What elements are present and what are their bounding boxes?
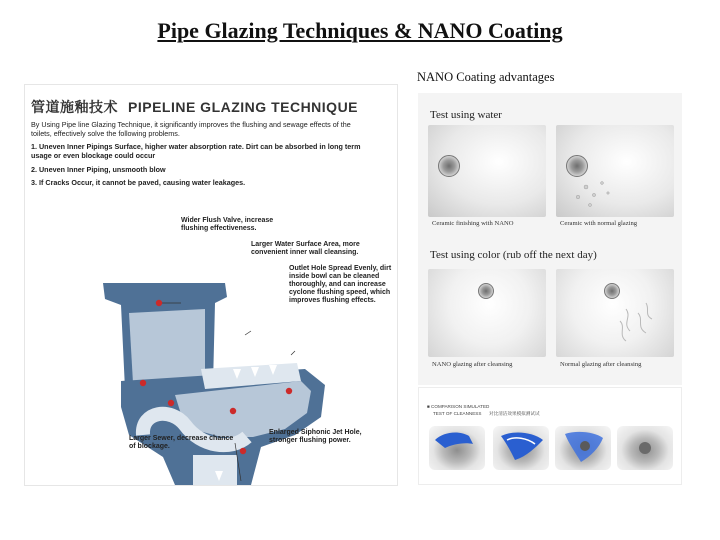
bowl-photo-1 (429, 426, 485, 470)
problem-3: 3. If Cracks Occur, it cannot be paved, causing water leakages. (31, 178, 246, 187)
bowl-photo-4 (617, 426, 673, 470)
caption-normal-glazing: Ceramic with normal glazing (560, 220, 638, 227)
problem-1: 1. Uneven Inner Pipings Surface, higher water absorption rate. Dirt can be absorbed in long term usage or even blockage could occur (31, 142, 361, 160)
callout-flush-valve: Wider Flush Valve, increase flushing effectiveness. (181, 217, 274, 232)
test-color-heading: Test using color (rub off the next day) (430, 249, 597, 261)
bowl-photo-2 (493, 426, 549, 470)
callout-larger-sewer: Larger Sewer, decrease chance of blockage. (129, 435, 234, 450)
blue-stain (429, 426, 485, 470)
drain-icon (478, 283, 494, 299)
caption-nano-finishing: Ceramic finishing with NANO (432, 220, 514, 227)
header-english: PIPELINE GLAZING TECHNIQUE (128, 99, 359, 115)
intro-text: By Using Pipe line Glazing Technique, it significantly improves the flushing and sewage effects of the toilets, effectively solve the following problems. (31, 120, 351, 138)
nano-test-panel (418, 93, 682, 385)
problem-2: 2. Uneven Inner Piping, unsmooth blow (31, 165, 166, 174)
callout-siphonic-jet: Enlarged Siphonic Jet Hole, stronger flushing power. (269, 429, 362, 444)
pipeline-glazing-panel (24, 84, 398, 486)
caption-normal-after-cleansing: Normal glazing after cleansing (560, 361, 642, 368)
tank-inner (129, 309, 205, 383)
water-droplets (556, 125, 674, 217)
drain-icon (438, 155, 460, 177)
photo-nano-water (428, 125, 546, 217)
comparison-label-line1: ■ COMPARISON SIMULATED (427, 404, 490, 409)
stain-marks (556, 269, 674, 357)
rim-line (221, 351, 325, 357)
blue-stain (555, 426, 611, 470)
photo-nano-after-cleansing (428, 269, 546, 357)
nano-advantages-subtitle: NANO Coating advantages (417, 70, 555, 84)
header-chinese: 管道施釉技术 (31, 99, 118, 115)
callout-water-surface: Larger Water Surface Area, more convenient inner wall cleansing. (251, 241, 360, 256)
bowl-photo-3 (555, 426, 611, 470)
test-water-heading: Test using water (430, 109, 502, 121)
blue-stain (493, 426, 549, 470)
panel-header (31, 97, 358, 117)
cleanness-comparison-panel (418, 387, 682, 485)
sewer-pipe (193, 455, 237, 486)
clean-bowl (617, 426, 673, 470)
photo-normal-water (556, 125, 674, 217)
slide-title: Pipe Glazing Techniques & NANO Coating (157, 18, 563, 43)
comparison-label-chinese: 对比清洁效果模拟测试试 (489, 411, 540, 416)
callout-outlet-hole: Outlet Hole Spread Evenly, dirt inside bowl can be cleaned thoroughly, and can increase cyclone flushing speed, which improves flushing effects. (289, 265, 392, 304)
caption-nano-after-cleansing: NANO glazing after cleansing (432, 361, 513, 368)
comparison-label-line2: TEST OF CLEANNESS (433, 411, 482, 416)
photo-normal-after-cleansing (556, 269, 674, 357)
